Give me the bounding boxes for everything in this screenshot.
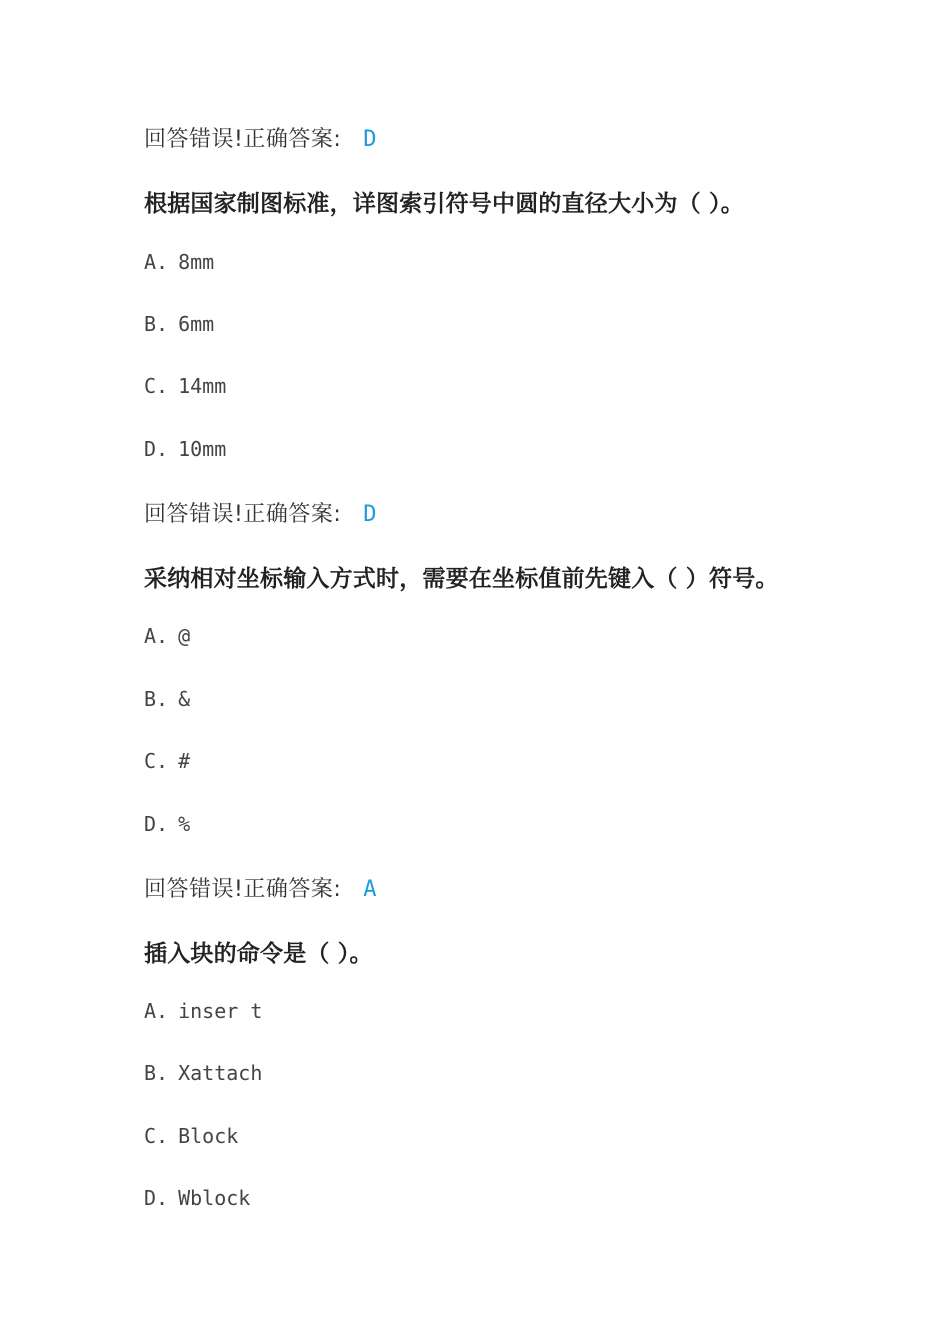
- option-text: 8mm: [178, 250, 215, 274]
- result-line: [144, 497, 377, 528]
- option-c: [144, 749, 190, 773]
- option-text: inser t: [178, 999, 263, 1023]
- option-text: @: [178, 624, 191, 648]
- option-letter: A.: [144, 624, 169, 648]
- option-letter: A.: [144, 250, 169, 274]
- option-a: [144, 250, 214, 274]
- correct-answer: D: [363, 127, 377, 152]
- result-label: 回答错误!正确答案:: [144, 127, 342, 152]
- option-text: Xattach: [178, 1061, 263, 1085]
- option-text: &: [178, 687, 191, 711]
- result-line: [144, 122, 377, 153]
- option-d: [144, 812, 190, 836]
- option-letter: B.: [144, 687, 169, 711]
- option-letter: C.: [144, 1124, 169, 1148]
- option-b: [144, 312, 214, 336]
- option-letter: D.: [144, 437, 169, 461]
- option-a: [144, 999, 262, 1023]
- option-letter: D.: [144, 1186, 169, 1210]
- option-letter: D.: [144, 812, 169, 836]
- option-c: [144, 1124, 238, 1148]
- option-c: [144, 374, 226, 398]
- option-letter: C.: [144, 374, 169, 398]
- option-text: 6mm: [178, 312, 215, 336]
- correct-answer: D: [363, 502, 377, 527]
- option-text: #: [178, 749, 191, 773]
- correct-answer: A: [363, 877, 377, 902]
- option-text: Wblock: [178, 1186, 251, 1210]
- question-text: 插入块的命令是（ ）。: [144, 941, 373, 967]
- option-a: [144, 624, 190, 648]
- option-b: [144, 1061, 262, 1085]
- option-d: [144, 437, 226, 461]
- option-letter: C.: [144, 749, 169, 773]
- option-letter: B.: [144, 312, 169, 336]
- question-text: 采纳相对坐标输入方式时，需要在坐标值前先键入（ ）符号。: [144, 566, 779, 592]
- option-b: [144, 687, 190, 711]
- option-text: Block: [178, 1124, 239, 1148]
- option-d: [144, 1186, 250, 1210]
- result-label: 回答错误!正确答案:: [144, 877, 342, 902]
- option-text: 10mm: [178, 437, 227, 461]
- result-line: [144, 872, 377, 903]
- question-text: 根据国家制图标准，详图索引符号中圆的直径大小为（ ）。: [144, 191, 744, 217]
- option-letter: A.: [144, 999, 169, 1023]
- result-label: 回答错误!正确答案:: [144, 502, 342, 527]
- option-text: 14mm: [178, 374, 227, 398]
- option-text: %: [178, 812, 191, 836]
- option-letter: B.: [144, 1061, 169, 1085]
